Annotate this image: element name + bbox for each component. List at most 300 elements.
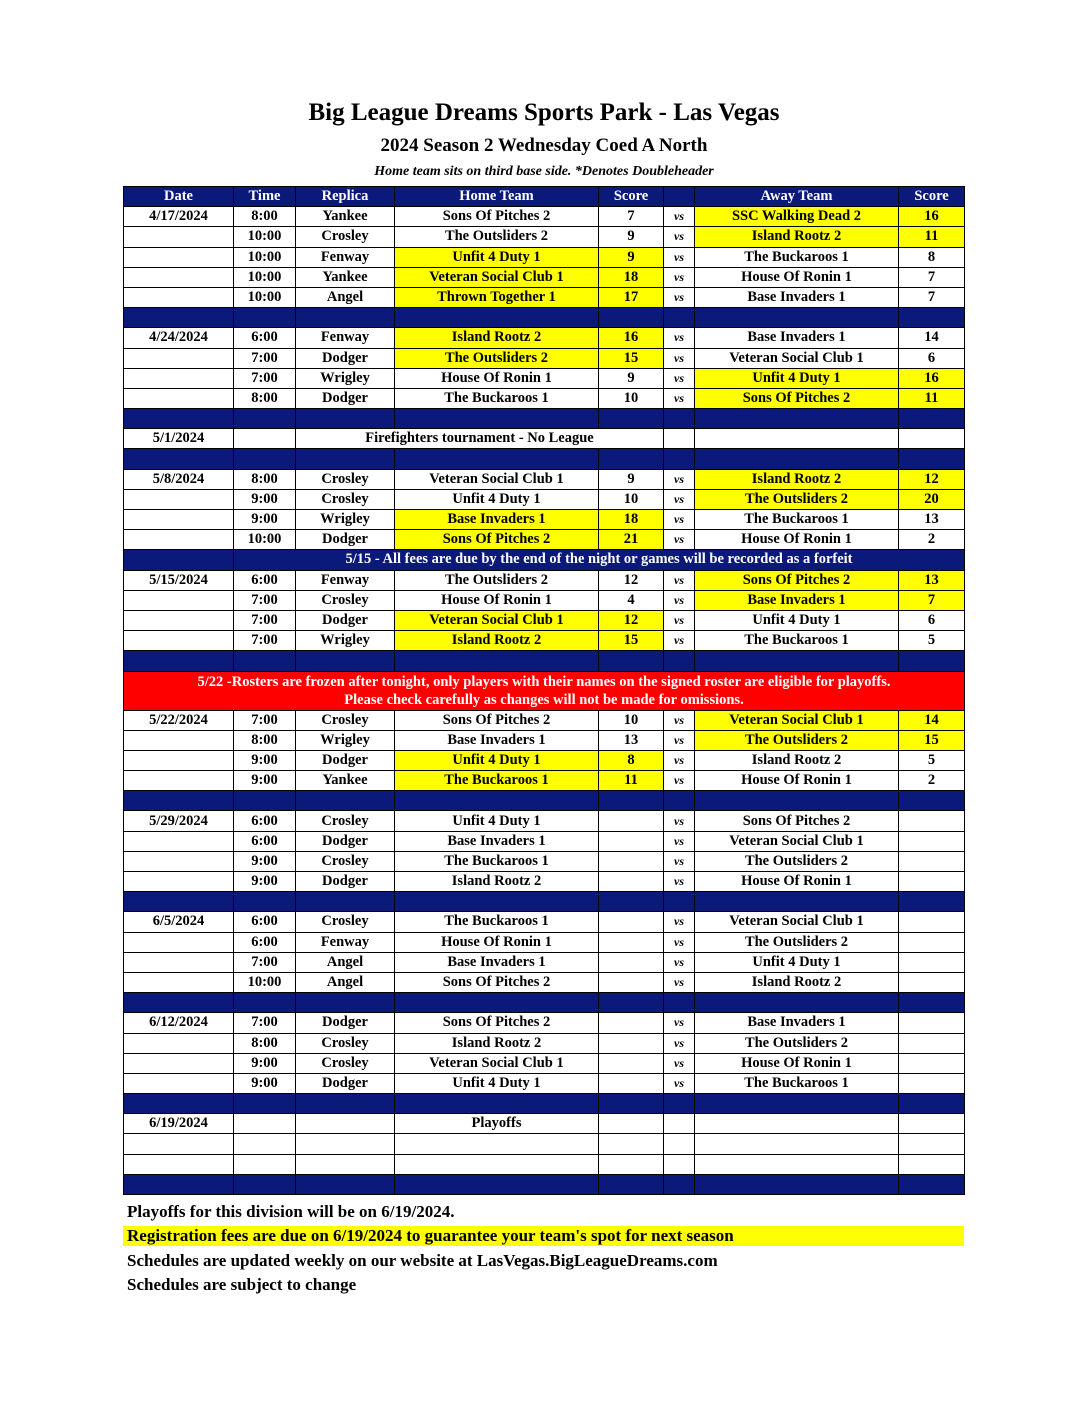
- game-field: Crosley: [296, 469, 395, 489]
- game-field: Dodger: [296, 388, 395, 408]
- vs-label: vs: [664, 530, 695, 550]
- vs-label: vs: [664, 1073, 695, 1093]
- game-date: [124, 489, 234, 509]
- separator-cell: [296, 308, 395, 328]
- empty-cell: [664, 429, 695, 449]
- week-separator: [124, 1174, 965, 1194]
- game-field: Crosley: [296, 590, 395, 610]
- empty-cell: [124, 1134, 234, 1154]
- separator-cell: [695, 651, 899, 671]
- game-field: Yankee: [296, 267, 395, 287]
- week-separator: [124, 1094, 965, 1114]
- away-team: Unfit 4 Duty 1: [695, 368, 899, 388]
- empty-cell: [695, 1114, 899, 1134]
- schedule-note: Home team sits on third base side. *Denotes Doubleheader: [374, 164, 714, 179]
- separator-cell: [664, 449, 695, 469]
- vs-label: vs: [664, 631, 695, 651]
- week-separator: [124, 308, 965, 328]
- empty-cell: [899, 1114, 965, 1134]
- game-date: 4/17/2024: [124, 207, 234, 227]
- game-time: 7:00: [234, 368, 296, 388]
- col-header-replica: Replica: [296, 187, 395, 207]
- home-score: 12: [599, 570, 664, 590]
- game-date: [124, 227, 234, 247]
- vs-label: vs: [664, 932, 695, 952]
- game-row: [124, 207, 965, 227]
- away-team: The Buckaroos 1: [695, 510, 899, 530]
- game-date: [124, 530, 234, 550]
- game-row: [124, 872, 965, 892]
- away-score: [899, 872, 965, 892]
- away-score: [899, 1073, 965, 1093]
- game-time: 9:00: [234, 489, 296, 509]
- separator-cell: [124, 993, 234, 1013]
- away-team: Veteran Social Club 1: [695, 348, 899, 368]
- away-score: [899, 1033, 965, 1053]
- home-team: Island Rootz 2: [395, 631, 599, 651]
- playoffs-label: Playoffs: [395, 1114, 599, 1134]
- separator-cell: [395, 993, 599, 1013]
- away-score: 7: [899, 590, 965, 610]
- empty-cell: [695, 1154, 899, 1174]
- game-row: [124, 851, 965, 871]
- separator-cell: [664, 993, 695, 1013]
- game-field: Crosley: [296, 227, 395, 247]
- game-time: 9:00: [234, 851, 296, 871]
- away-score: [899, 1013, 965, 1033]
- game-date: [124, 851, 234, 871]
- vs-label: vs: [664, 227, 695, 247]
- registration-note: Registration fees are due on 6/19/2024 to guarantee your team's spot for next season: [123, 1226, 964, 1246]
- game-time: 10:00: [234, 247, 296, 267]
- game-field: Angel: [296, 287, 395, 307]
- vs-label: vs: [664, 730, 695, 750]
- separator-cell: [599, 308, 664, 328]
- game-date: [124, 750, 234, 770]
- away-score: [899, 952, 965, 972]
- separator-cell: [296, 1174, 395, 1194]
- game-row: [124, 710, 965, 730]
- website-note: Schedules are updated weekly on our website at LasVegas.BigLeagueDreams.com: [127, 1251, 718, 1270]
- game-time: 7:00: [234, 710, 296, 730]
- game-field: Angel: [296, 972, 395, 992]
- away-team: Island Rootz 2: [695, 469, 899, 489]
- empty-cell: [899, 429, 965, 449]
- away-team: The Outsliders 2: [695, 489, 899, 509]
- week-separator: [124, 409, 965, 429]
- separator-cell: [296, 791, 395, 811]
- home-score: 18: [599, 267, 664, 287]
- game-field: Crosley: [296, 710, 395, 730]
- game-row: [124, 912, 965, 932]
- away-team: Base Invaders 1: [695, 287, 899, 307]
- away-team: House Of Ronin 1: [695, 771, 899, 791]
- home-score: 15: [599, 631, 664, 651]
- separator-cell: [234, 651, 296, 671]
- empty-cell: [599, 1154, 664, 1174]
- week-separator: [124, 892, 965, 912]
- separator-cell: [899, 651, 965, 671]
- vs-label: vs: [664, 912, 695, 932]
- game-row: [124, 1053, 965, 1073]
- vs-label: vs: [664, 489, 695, 509]
- empty-cell: [124, 1154, 234, 1174]
- game-date: 6/12/2024: [124, 1013, 234, 1033]
- separator-cell: [599, 892, 664, 912]
- vs-label: vs: [664, 771, 695, 791]
- home-team: Thrown Together 1: [395, 287, 599, 307]
- home-score: 9: [599, 368, 664, 388]
- game-row: [124, 771, 965, 791]
- playoffs-note: Playoffs for this division will be on 6/19/2024.: [127, 1202, 455, 1221]
- game-row: [124, 530, 965, 550]
- empty-cell: [899, 1154, 965, 1174]
- home-score: [599, 831, 664, 851]
- game-time: 7:00: [234, 952, 296, 972]
- home-score: [599, 1013, 664, 1033]
- game-date: [124, 1053, 234, 1073]
- home-team: Base Invaders 1: [395, 510, 599, 530]
- vs-label: vs: [664, 811, 695, 831]
- vs-label: vs: [664, 388, 695, 408]
- away-score: 11: [899, 388, 965, 408]
- home-team: The Buckaroos 1: [395, 771, 599, 791]
- separator-cell: [664, 791, 695, 811]
- empty-cell: [296, 1114, 395, 1134]
- separator-cell: [695, 449, 899, 469]
- away-score: 11: [899, 227, 965, 247]
- page-subtitle: 2024 Season 2 Wednesday Coed A North: [380, 135, 708, 156]
- home-team: Sons Of Pitches 2: [395, 207, 599, 227]
- separator-cell: [899, 1094, 965, 1114]
- away-score: 8: [899, 247, 965, 267]
- game-row: [124, 610, 965, 630]
- vs-label: vs: [664, 1033, 695, 1053]
- home-team: Unfit 4 Duty 1: [395, 1073, 599, 1093]
- separator-cell: [599, 409, 664, 429]
- away-score: 5: [899, 631, 965, 651]
- game-date: 5/1/2024: [124, 429, 234, 449]
- home-score: 17: [599, 287, 664, 307]
- empty-cell: [899, 1134, 965, 1154]
- separator-cell: [599, 1094, 664, 1114]
- game-time: 9:00: [234, 771, 296, 791]
- game-row: [124, 972, 965, 992]
- home-team: Sons Of Pitches 2: [395, 530, 599, 550]
- empty-cell: [234, 429, 296, 449]
- home-team: Island Rootz 2: [395, 872, 599, 892]
- blank-row: [124, 1134, 965, 1154]
- game-field: Dodger: [296, 530, 395, 550]
- game-field: Wrigley: [296, 631, 395, 651]
- fees-notice-row: [124, 550, 965, 570]
- separator-cell: [395, 409, 599, 429]
- game-time: 9:00: [234, 510, 296, 530]
- col-header-away-team: Away Team: [695, 187, 899, 207]
- game-field: Dodger: [296, 872, 395, 892]
- col-header-home-team: Home Team: [395, 187, 599, 207]
- home-score: 9: [599, 247, 664, 267]
- home-score: [599, 872, 664, 892]
- game-time: 9:00: [234, 1073, 296, 1093]
- away-team: The Buckaroos 1: [695, 631, 899, 651]
- notice-spacer: [124, 550, 234, 570]
- away-team: Island Rootz 2: [695, 227, 899, 247]
- away-team: Island Rootz 2: [695, 972, 899, 992]
- game-date: 5/22/2024: [124, 710, 234, 730]
- home-team: Veteran Social Club 1: [395, 267, 599, 287]
- separator-cell: [296, 651, 395, 671]
- game-row: [124, 831, 965, 851]
- game-time: 10:00: [234, 287, 296, 307]
- separator-cell: [395, 791, 599, 811]
- away-team: Base Invaders 1: [695, 328, 899, 348]
- game-row: [124, 267, 965, 287]
- game-row: [124, 247, 965, 267]
- game-time: 8:00: [234, 1033, 296, 1053]
- home-score: 21: [599, 530, 664, 550]
- game-time: 6:00: [234, 932, 296, 952]
- game-row: [124, 730, 965, 750]
- empty-cell: [664, 1114, 695, 1134]
- home-score: 11: [599, 771, 664, 791]
- separator-cell: [234, 449, 296, 469]
- game-field: Dodger: [296, 348, 395, 368]
- roster-alert-row: [124, 671, 965, 710]
- game-date: 5/29/2024: [124, 811, 234, 831]
- vs-label: vs: [664, 831, 695, 851]
- vs-label: vs: [664, 207, 695, 227]
- away-score: 13: [899, 570, 965, 590]
- separator-cell: [695, 1094, 899, 1114]
- away-team: Sons Of Pitches 2: [695, 811, 899, 831]
- vs-label: vs: [664, 952, 695, 972]
- away-team: The Buckaroos 1: [695, 247, 899, 267]
- game-field: Wrigley: [296, 368, 395, 388]
- game-row: [124, 570, 965, 590]
- away-score: 13: [899, 510, 965, 530]
- game-date: [124, 1073, 234, 1093]
- home-score: 18: [599, 510, 664, 530]
- vs-label: vs: [664, 328, 695, 348]
- away-team: Base Invaders 1: [695, 590, 899, 610]
- game-time: 8:00: [234, 730, 296, 750]
- home-team: Veteran Social Club 1: [395, 469, 599, 489]
- game-time: 9:00: [234, 1053, 296, 1073]
- home-team: The Buckaroos 1: [395, 912, 599, 932]
- separator-cell: [899, 308, 965, 328]
- game-row: [124, 328, 965, 348]
- game-time: 7:00: [234, 1013, 296, 1033]
- home-team: Sons Of Pitches 2: [395, 1013, 599, 1033]
- game-time: 10:00: [234, 227, 296, 247]
- info-text: Firefighters tournament - No League: [296, 429, 664, 449]
- home-score: [599, 912, 664, 932]
- vs-label: vs: [664, 1053, 695, 1073]
- fees-notice: 5/15 - All fees are due by the end of the night or games will be recorded as a forfeit: [234, 550, 965, 570]
- game-field: Yankee: [296, 207, 395, 227]
- game-row: [124, 489, 965, 509]
- home-team: Unfit 4 Duty 1: [395, 489, 599, 509]
- away-score: [899, 851, 965, 871]
- game-field: Yankee: [296, 771, 395, 791]
- away-score: 15: [899, 730, 965, 750]
- roster-alert: [124, 671, 965, 710]
- game-time: 7:00: [234, 348, 296, 368]
- away-team: House Of Ronin 1: [695, 872, 899, 892]
- separator-cell: [695, 993, 899, 1013]
- game-date: [124, 388, 234, 408]
- home-score: [599, 1033, 664, 1053]
- game-date: [124, 872, 234, 892]
- game-time: 6:00: [234, 811, 296, 831]
- home-team: Unfit 4 Duty 1: [395, 750, 599, 770]
- separator-cell: [599, 651, 664, 671]
- away-team: Veteran Social Club 1: [695, 710, 899, 730]
- home-team: House Of Ronin 1: [395, 590, 599, 610]
- away-team: Veteran Social Club 1: [695, 912, 899, 932]
- away-team: House Of Ronin 1: [695, 267, 899, 287]
- separator-cell: [395, 449, 599, 469]
- home-score: [599, 952, 664, 972]
- away-team: The Outsliders 2: [695, 1033, 899, 1053]
- game-date: [124, 1033, 234, 1053]
- home-team: Base Invaders 1: [395, 952, 599, 972]
- week-separator: [124, 449, 965, 469]
- vs-label: vs: [664, 368, 695, 388]
- separator-cell: [899, 892, 965, 912]
- away-team: SSC Walking Dead 2: [695, 207, 899, 227]
- home-score: 15: [599, 348, 664, 368]
- separator-cell: [234, 892, 296, 912]
- separator-cell: [695, 1174, 899, 1194]
- separator-cell: [664, 409, 695, 429]
- game-date: [124, 247, 234, 267]
- away-team: The Outsliders 2: [695, 851, 899, 871]
- vs-label: vs: [664, 348, 695, 368]
- separator-cell: [695, 409, 899, 429]
- game-field: Fenway: [296, 247, 395, 267]
- no-league-row: [124, 429, 965, 449]
- home-team: Island Rootz 2: [395, 1033, 599, 1053]
- empty-cell: [234, 1114, 296, 1134]
- separator-cell: [899, 409, 965, 429]
- game-time: 9:00: [234, 872, 296, 892]
- game-time: 8:00: [234, 207, 296, 227]
- separator-cell: [234, 791, 296, 811]
- separator-cell: [296, 892, 395, 912]
- col-header-vs: [664, 187, 695, 207]
- away-score: 7: [899, 267, 965, 287]
- separator-cell: [695, 308, 899, 328]
- away-score: 6: [899, 610, 965, 630]
- game-row: [124, 1073, 965, 1093]
- game-field: Fenway: [296, 932, 395, 952]
- game-date: 4/24/2024: [124, 328, 234, 348]
- separator-cell: [899, 791, 965, 811]
- game-field: Wrigley: [296, 730, 395, 750]
- separator-cell: [296, 449, 395, 469]
- away-score: 5: [899, 750, 965, 770]
- separator-cell: [664, 892, 695, 912]
- vs-label: vs: [664, 1013, 695, 1033]
- game-field: Dodger: [296, 750, 395, 770]
- game-date: [124, 287, 234, 307]
- game-row: [124, 287, 965, 307]
- separator-cell: [296, 409, 395, 429]
- game-time: 6:00: [234, 831, 296, 851]
- separator-cell: [664, 308, 695, 328]
- home-team: The Outsliders 2: [395, 570, 599, 590]
- home-team: The Buckaroos 1: [395, 851, 599, 871]
- separator-cell: [664, 1174, 695, 1194]
- game-row: [124, 227, 965, 247]
- game-row: [124, 631, 965, 651]
- separator-cell: [899, 993, 965, 1013]
- home-team: The Outsliders 2: [395, 227, 599, 247]
- game-date: [124, 631, 234, 651]
- game-time: 8:00: [234, 469, 296, 489]
- game-field: Fenway: [296, 328, 395, 348]
- away-team: House Of Ronin 1: [695, 1053, 899, 1073]
- week-separator: [124, 791, 965, 811]
- home-score: 10: [599, 388, 664, 408]
- empty-cell: [695, 1134, 899, 1154]
- home-team: The Buckaroos 1: [395, 388, 599, 408]
- home-score: 9: [599, 469, 664, 489]
- separator-cell: [234, 993, 296, 1013]
- change-note: Schedules are subject to change: [127, 1275, 357, 1294]
- separator-cell: [395, 1174, 599, 1194]
- separator-cell: [395, 308, 599, 328]
- game-row: [124, 932, 965, 952]
- col-header-time: Time: [234, 187, 296, 207]
- game-date: 6/5/2024: [124, 912, 234, 932]
- separator-cell: [899, 449, 965, 469]
- roster-alert-line1: 5/22 -Rosters are frozen after tonight, only players with their names on the signed roster are eligible for playoffs.: [197, 673, 891, 690]
- separator-cell: [296, 1094, 395, 1114]
- home-score: 10: [599, 710, 664, 730]
- vs-label: vs: [664, 851, 695, 871]
- home-team: Sons Of Pitches 2: [395, 710, 599, 730]
- away-score: 14: [899, 710, 965, 730]
- separator-cell: [124, 892, 234, 912]
- separator-cell: [599, 1174, 664, 1194]
- home-team: Base Invaders 1: [395, 831, 599, 851]
- home-team: Sons Of Pitches 2: [395, 972, 599, 992]
- game-row: [124, 590, 965, 610]
- away-team: The Buckaroos 1: [695, 1073, 899, 1093]
- vs-label: vs: [664, 510, 695, 530]
- away-score: [899, 912, 965, 932]
- vs-label: vs: [664, 287, 695, 307]
- separator-cell: [664, 651, 695, 671]
- game-date: [124, 771, 234, 791]
- game-date: [124, 368, 234, 388]
- game-row: [124, 510, 965, 530]
- game-row: [124, 1013, 965, 1033]
- empty-cell: [395, 1134, 599, 1154]
- game-row: [124, 348, 965, 368]
- home-team: House Of Ronin 1: [395, 368, 599, 388]
- vs-label: vs: [664, 710, 695, 730]
- home-score: 13: [599, 730, 664, 750]
- empty-cell: [695, 429, 899, 449]
- home-team: The Outsliders 2: [395, 348, 599, 368]
- col-header-away-score: Score: [899, 187, 965, 207]
- separator-cell: [124, 308, 234, 328]
- vs-label: vs: [664, 469, 695, 489]
